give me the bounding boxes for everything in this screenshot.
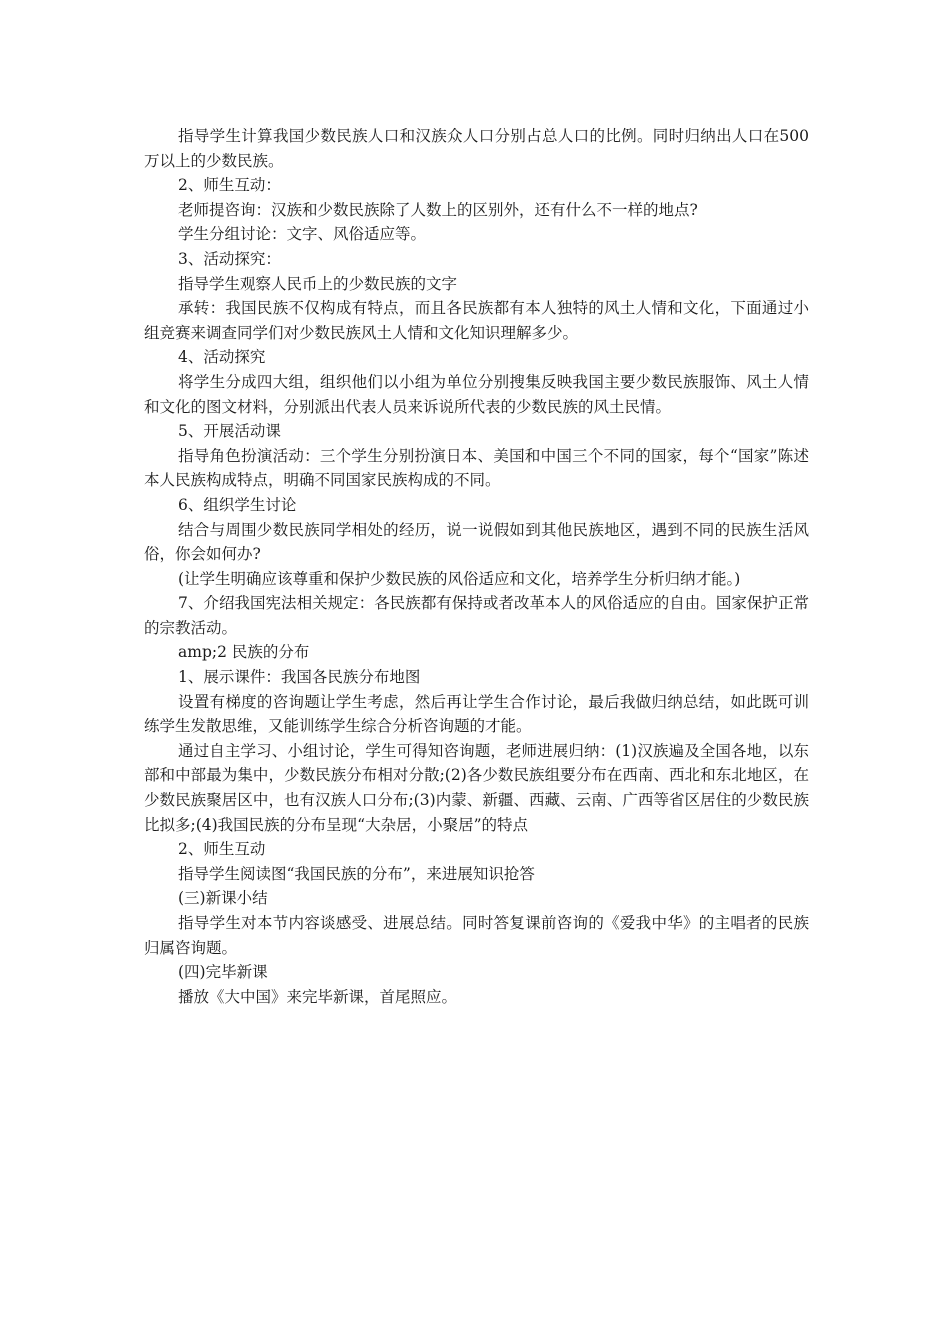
paragraph: 承转：我国民族不仅构成有特点，而且各民族都有本人独特的风土人情和文化，下面通过小组竞赛来调查同学们对少数民族风土人情和文化知识理解多少。	[144, 299, 809, 342]
paragraph: 指导学生阅读图“我国民族的分布”，来进展知识抢答	[178, 864, 535, 883]
section-heading: 2、师生互动：	[178, 176, 281, 195]
paragraph: (让学生明确应该尊重和保护少数民族的风俗适应和文化，培养学生分析归纳才能。)	[178, 569, 741, 588]
section-heading: 5、开展活动课	[178, 422, 281, 441]
section-heading: (三)新课小结	[178, 889, 268, 908]
paragraph: 将学生分成四大组，组织他们以小组为单位分别搜集反映我国主要少数民族服饰、风土人情和文化的图文材料，分别派出代表人员来诉说所代表的少数民族的风土民情。	[144, 372, 809, 416]
paragraph: 老师提咨询：汉族和少数民族除了人数上的区别外，还有什么不一样的地点?	[178, 200, 698, 219]
paragraph: 指导学生观察人民币上的少数民族的文字	[178, 274, 458, 293]
paragraph: 指导角色扮演活动：三个学生分别扮演日本、美国和中国三个不同的国家，每个“国家”陈述本人民族构成特点，明确不同国家民族构成的不同。	[144, 446, 809, 490]
section-heading: 2、师生互动	[178, 840, 266, 859]
section-heading: 4、活动探究	[178, 348, 266, 367]
section-heading: (四)完毕新课	[178, 963, 268, 982]
paragraph: 结合与周围少数民族同学相处的经历，说一说假如到其他民族地区，遇到不同的民族生活风俗，你会如何办?	[144, 520, 809, 564]
paragraph: 播放《大中国》来完毕新课，首尾照应。	[178, 987, 458, 1006]
paragraph: 设置有梯度的咨询题让学生考虑，然后再让学生合作讨论，最后我做归纳总结，如此既可训练学生发散思维，又能训练学生综合分析咨询题的才能。	[144, 692, 809, 736]
paragraph: 指导学生对本节内容谈感受、进展总结。同时答复课前咨询的《爱我中华》的主唱者的民族归属咨询题。	[144, 914, 809, 957]
paragraph: 学生分组讨论：文字、风俗适应等。	[178, 225, 427, 244]
document-body	[144, 124, 809, 1009]
section-heading: 1、展示课件：我国各民族分布地图	[178, 668, 421, 687]
section-heading: 3、活动探究：	[178, 249, 281, 268]
paragraph: 7、介绍我国宪法相关规定：各民族都有保持或者改革本人的风俗适应的自由。国家保护正常的宗教活动。	[144, 594, 809, 637]
paragraph: 指导学生计算我国少数民族人口和汉族众人口分别占总人口的比例。同时归纳出人口在500万以上的少数民族。	[144, 127, 809, 170]
section-heading: amp;2 民族的分布	[178, 643, 310, 662]
section-heading: 6、组织学生讨论	[178, 495, 297, 514]
paragraph: 通过自主学习、小组讨论，学生可得知咨询题，老师进展归纳：(1)汉族遍及全国各地，以东部和中部最为集中，少数民族分布相对分散;(2)各少数民族组要分布在西南、西北和东北地区，在少数民族聚居区中，也有汉族人口分布;(3)内蒙、新疆、西藏、云南、广西等省区居住的少数民族比拟多;(4)我国民族的分布呈现“大杂居，小聚居”的特点	[144, 741, 809, 834]
